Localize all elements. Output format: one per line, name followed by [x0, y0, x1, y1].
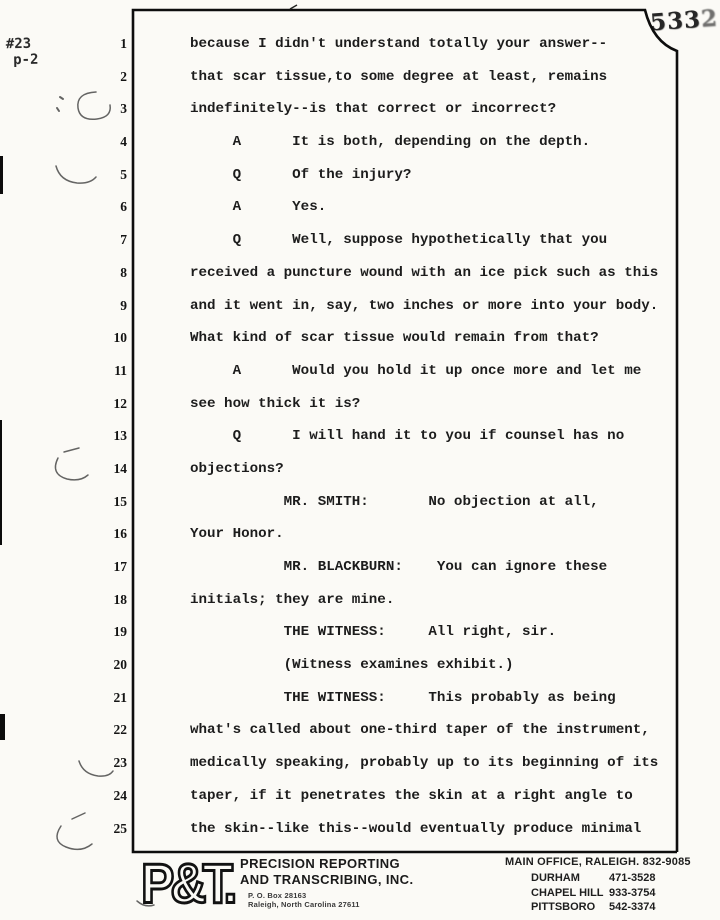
transcript-line: THE WITNESS: All right, sir. [190, 624, 557, 641]
contact-block [505, 856, 715, 915]
transcript-line-number: 25 [113, 820, 127, 836]
transcript-line: Q Of the injury? [190, 166, 412, 183]
transcript-line-number: 1 [120, 36, 127, 51]
margin-note-line2: p-2 [13, 51, 39, 69]
transcript-line-number: 5 [120, 166, 127, 182]
transcript-line-number: 20 [113, 657, 127, 673]
stamp-last-digit: 2 [700, 4, 719, 33]
page-number-stamp [649, 5, 719, 37]
branch-offices-list [531, 871, 715, 915]
transcript-line: medically speaking, probably up to its beginning of its [190, 755, 659, 772]
transcript-line: THE WITNESS: This probably as being [190, 689, 616, 706]
branch-office-city: PITTSBORO [531, 901, 596, 913]
reporting-company-logo: P&T. [141, 852, 234, 915]
company-name [240, 856, 413, 887]
transcript-line: what's called about one-third taper of the instrument, [190, 722, 650, 739]
transcript-line: What kind of scar tissue would remain from that? [190, 330, 599, 347]
transcript-line-number: 22 [113, 722, 127, 738]
transcript-line-number: 7 [120, 232, 127, 248]
branch-office-phone: 933-3754 [609, 886, 656, 899]
margin-note-line1: #23 [5, 35, 32, 53]
branch-office-row [531, 886, 715, 901]
transcript-line-number: 3 [120, 101, 127, 117]
transcript-line: indefinitely--is that correct or incorrect? [190, 101, 557, 118]
transcript-line: Q Well, suppose hypothetically that you [190, 232, 608, 249]
transcript-line-number: 13 [113, 428, 127, 444]
transcript-line: that scar tissue,to some degree at least, remains [190, 68, 608, 85]
transcript-line-number: 2 [120, 68, 127, 84]
transcript-line: A Would you hold it up once more and let me [190, 362, 642, 379]
company-name-line1: PRECISION REPORTING [240, 856, 401, 871]
address-line1: P. O. Box 28163 [248, 891, 307, 900]
transcript-line: (Witness examines exhibit.) [190, 657, 514, 674]
transcript-line-number: 8 [120, 264, 127, 280]
transcript-line: the skin--like this--would eventually produce minimal [190, 820, 642, 837]
branch-office-city: CHAPEL HILL [531, 886, 604, 899]
branch-office-city: DURHAM [531, 872, 580, 884]
transcript-line-number: 23 [113, 755, 127, 771]
transcript-line-number: 16 [113, 526, 127, 542]
branch-office-phone: 542-3374 [609, 901, 656, 913]
branch-office-row [531, 900, 715, 915]
branch-office-row [531, 871, 715, 886]
transcript-line: and it went in, say, two inches or more into your body. [190, 297, 659, 314]
transcript-line-number: 6 [120, 199, 127, 215]
company-address [248, 891, 360, 909]
transcript-line-number: 4 [120, 134, 127, 150]
transcript-line: because I didn't understand totally your answer-- [190, 36, 608, 52]
address-line2: Raleigh, North Carolina 27611 [248, 900, 360, 909]
stamp-digits: 533 [649, 5, 702, 37]
transcript-line: received a puncture wound with an ice pick such as this [190, 264, 659, 281]
transcript-line: Your Honor. [190, 526, 284, 543]
transcript-line-number: 10 [113, 330, 127, 346]
transcript-line: see how thick it is? [190, 395, 361, 412]
transcript-line-number: 19 [113, 624, 127, 640]
transcript-text-column [190, 36, 680, 853]
transcript-line: MR. BLACKBURN: You can ignore these [190, 559, 608, 575]
transcript-line-number: 9 [120, 297, 127, 313]
transcript-line: A Yes. [190, 199, 327, 216]
transcript-line-number: 21 [113, 689, 127, 705]
transcript-line-number: 11 [114, 362, 127, 378]
transcript-line-number: 18 [113, 591, 127, 607]
transcript-line-number: 14 [113, 460, 127, 476]
line-number-column [0, 36, 127, 853]
scan-mark [290, 5, 297, 9]
transcript-line-number: 24 [113, 787, 127, 803]
transcript-line-number: 15 [113, 493, 127, 509]
transcript-line-number: 17 [113, 559, 127, 574]
branch-office-phone: 471-3528 [609, 872, 656, 884]
transcript-line: initials; they are mine. [190, 591, 395, 608]
main-office-line: MAIN OFFICE, RALEIGH. 832-9085 [505, 856, 691, 868]
company-name-line2: AND TRANSCRIBING, INC. [240, 871, 414, 887]
transcript-line: MR. SMITH: No objection at all, [190, 493, 599, 510]
transcript-line-number: 12 [113, 395, 127, 411]
transcript-line: objections? [190, 460, 284, 477]
transcript-line: A It is both, depending on the depth. [190, 134, 591, 151]
transcript-line: taper, if it penetrates the skin at a right angle to [190, 787, 633, 804]
transcript-line: Q I will hand it to you if counsel has no [190, 428, 625, 445]
